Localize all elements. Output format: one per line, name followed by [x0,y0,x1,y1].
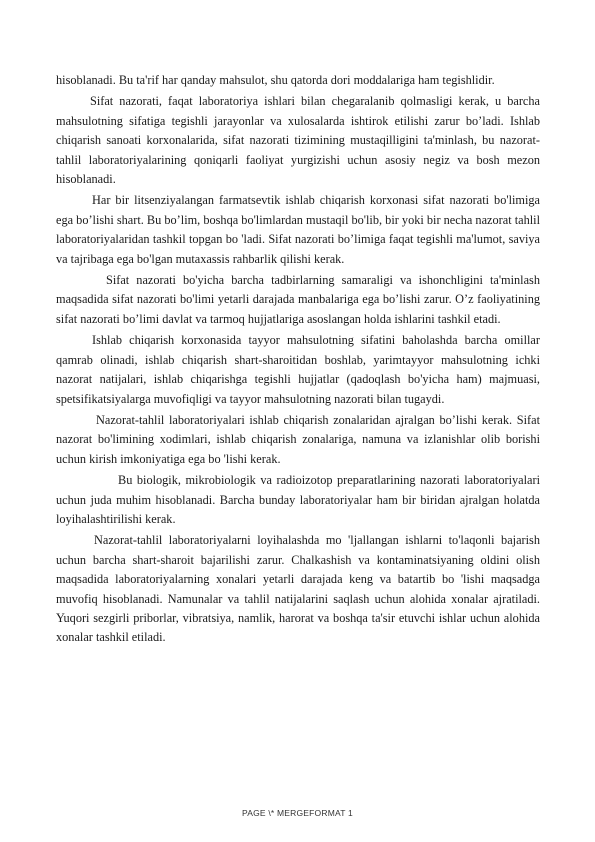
paragraph-7: Bu biologik, mikrobiologik va radioizotop preparatlarining nazorati laboratoriyalari uchun juda muhim hisoblanadi. Barcha bunday laboratoriyalar ham bir biridan ajralgan holatda loyihalashtirilishi kerak. [56,473,540,526]
paragraph-8: Nazorat-tahlil laboratoriyalarni loyihalashda mo 'ljallangan ishlarni to'laqonli bajarish uchun barcha shart-sharoit bajarilishi zarur. Chalkashish va kontaminatsiyaning oldini olish maqsadida laboratoriyalarning xonalari yetarli darajada keng va batartib bo 'lishi maqsadga muvofiq hisoblanadi. Namunalar va tahlil natijalarini saqlash uchun alohida xonalar ajratiladi. Yuqori sezgirli priborlar, vibratsiya, namlik, harorat va boshqa ta'sir etuvchi ishlar uchun alohida xonalar tashkil etiladi. [56,533,540,645]
paragraph-2: Sifat nazorati, faqat laboratoriya ishlari bilan chegaralanib qolmasligi kerak, u barcha mahsulotning sifatiga tegishli jarayonlar va xulosalarda ishtirok etilishi zarur bo’ladi. Ishlab chiqarish sanoati korxonalarida, sifat nazorati tizimining mustaqilligini ta'minlash, bu nazorat-tahlil laboratoriyalarining qoniqarli faoliyat yurgizishi uchun asosiy negiz va bosh mezon hisoblanadi. [56,94,540,187]
paragraph-5: Ishlab chiqarish korxonasida tayyor mahsulotning sifatini baholashda barcha omillar qamrab olinadi, ishlab chiqarish shart-sharoitidan boshlab, yarimtayyor mahsulotning ichki nazorat natijalari, ishlab chiqarishga tegishli hujjatlar (qadoqlash bo'yicha ham) majmuasi, spetsifikatsiyalarga muvofiqligi va tayyor mahsulotning nazorati bilan tugaydi. [56,333,540,406]
paragraph-6: Nazorat-tahlil laboratoriyalari ishlab chiqarish zonalaridan ajralgan bo’lishi kerak. Sifat nazorat bo'limining xodimlari, ishlab chiqarish zonalariga, namuna va izlanishlar olib borishi uchun kirish imkoniyatiga ega bo 'lishi kerak. [56,412,540,466]
paragraph-1: hisoblanadi. Bu ta'rif har qanday mahsulot, shu qatorda dori moddalariga ham tegishlidir. [56,73,495,87]
document-body [56,71,540,648]
paragraph-3: Har bir litsenziyalangan farmatsevtik ishlab chiqarish korxonasi sifat nazorati bo'limiga ega bo’lishi shart. Bu bo’lim, boshqa bo'limlardan mustaqil bo'lib, bir yoki bir necha nazorat tahlil laboratoriyalaridan tashkil topgan bo 'ladi. Sifat nazorati bo’limiga faqat tegishli ma'lumot, saviya va tajribaga ega bo'lgan mutaxassis rahbarlik qilishi kerak. [56,193,540,266]
page-footer: PAGE \* MERGEFORMAT 1 [242,808,353,818]
paragraph-4: Sifat nazorati bo'yicha barcha tadbirlarning samaraligi va ishonchligini ta'minlash maqsadida sifat nazorati bo'limi yetarli darajada manbalariga ega bo’lishi zarur. O’z faoliyatining sifat nazorati bo’limi davlat va tarmoq hujjatlariga asoslangan holda ishlarini tashkil etadi. [56,273,540,326]
